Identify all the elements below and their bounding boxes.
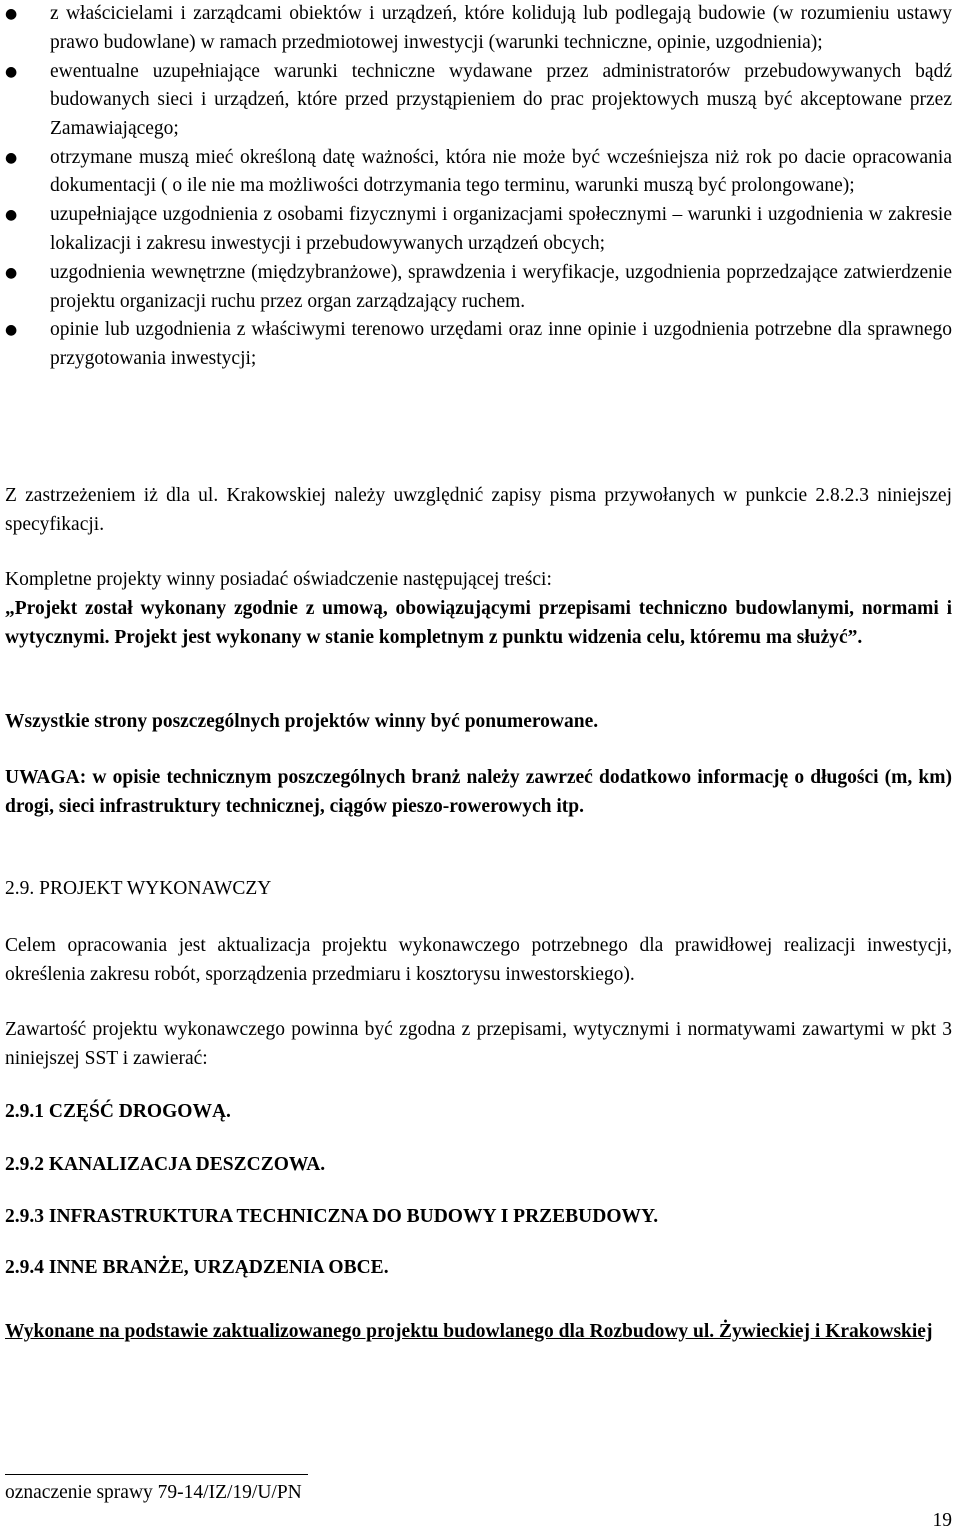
list-item: ● ewentualne uzupełniające warunki techniczne wydawane przez administratorów przebudowywanych bądź budowanych sieci i urządzeń, które przed przystąpieniem do prac projektowych muszą być akceptowane przez Zamawiającego; (5, 58, 952, 144)
list-item: ● otrzymane muszą mieć określoną datę ważności, która nie może być wcześniejsza niż rok po dacie opracowania dokumentacji ( o ile nie ma możliwości dotrzymania tego terminu, warunki muszą być prolongowane); (5, 144, 952, 201)
list-item: ● uzgodnienia wewnętrzne (międzybranżowe), sprawdzenia i weryfikacje, uzgodnienia poprzedzające zatwierdzenie projektu organizacji ruchu przez organ zarządzający ruchem. (5, 259, 952, 316)
footer-divider (5, 1474, 308, 1475)
reservation-paragraph: Z zastrzeżeniem iż dla ul. Krakowskiej należy uwzględnić zapisy pisma przywołanych w punkcie 2.8.2.3 niniejszej specyfikacji. (5, 485, 952, 535)
bullet-icon: ● (5, 264, 18, 281)
content-paragraph: Zawartość projektu wykonawczego powinna być zgodna z przepisami, wytycznymi i normatywami zawartymi w pkt 3 niniejszej SST i zawierać: (5, 1019, 952, 1069)
bullet-icon: ● (5, 322, 18, 339)
requirements-list (5, 0, 952, 374)
basis-note: Wykonane na podstawie zaktualizowanego projektu budowlanego dla Rozbudowy ul. Żywieckiej i Krakowskiej (5, 1321, 933, 1342)
list-item: ● opinie lub uzgodnienia z właściwymi terenowo urzędami oraz inne opinie i uzgodnienia potrzebne dla sprawnego przygotowania inwestycji; (5, 316, 952, 373)
page-number: 19 (932, 1510, 952, 1531)
bullet-icon: ● (5, 207, 18, 224)
bullet-icon: ● (5, 6, 18, 22)
case-reference: oznaczenie sprawy 79-14/IZ/19/U/PN (5, 1482, 302, 1503)
list-item: ● z właścicielami i zarządcami obiektów i urządzeń, które kolidują lub podlegają budowie (w rozumieniu ustawy prawo budowlane) w ramach przedmiotowej inwestycji (warunki techniczne, opinie, uzgodnienia); (5, 0, 952, 57)
uwaga-note: UWAGA: w opisie technicznym poszczególnych branż należy zawrzeć dodatkowo informację o długości (m, km) drogi, sieci infrastruktury technicznej, ciągów pieszo-rowerowych itp. (5, 767, 952, 817)
subsection-heading: 2.9.3 INFRASTRUKTURA TECHNICZNA DO BUDOWY I PRZEBUDOWY. (5, 1206, 659, 1227)
subsection-heading: 2.9.1 CZĘŚĆ DROGOWĄ. (5, 1101, 231, 1122)
numbering-note: Wszystkie strony poszczególnych projektów winny być ponumerowane. (5, 711, 599, 732)
list-item: ● uzupełniające uzgodnienia z osobami fizycznymi i organizacjami społecznymi – warunki i uzgodnienia w zakresie lokalizacji i zakresu inwestycji i przebudowywanych urządzeń obcych; (5, 201, 952, 258)
section-heading: 2.9. PROJEKT WYKONAWCZY (5, 878, 272, 899)
subsection-heading: 2.9.2 KANALIZACJA DESZCZOWA. (5, 1154, 326, 1175)
bullet-icon: ● (5, 149, 18, 166)
goal-paragraph: Celem opracowania jest aktualizacja projektu wykonawczego potrzebnego dla prawidłowej realizacji inwestycji, określenia zakresu robót, sporządzenia przedmiaru i kosztorysu inwestorskiego). (5, 935, 952, 985)
subsection-heading: 2.9.4 INNE BRANŻE, URZĄDZENIA OBCE. (5, 1257, 389, 1278)
statement-intro: Kompletne projekty winny posiadać oświadczenie następującej treści: (5, 569, 552, 590)
statement-quote: „Projekt został wykonany zgodnie z umową, obowiązującymi przepisami techniczno budowlanymi, normami i wytycznymi. Projekt jest wykonany w stanie kompletnym z punktu widzenia celu, któremu ma służyć”. (5, 598, 952, 648)
bullet-icon: ● (5, 63, 18, 80)
